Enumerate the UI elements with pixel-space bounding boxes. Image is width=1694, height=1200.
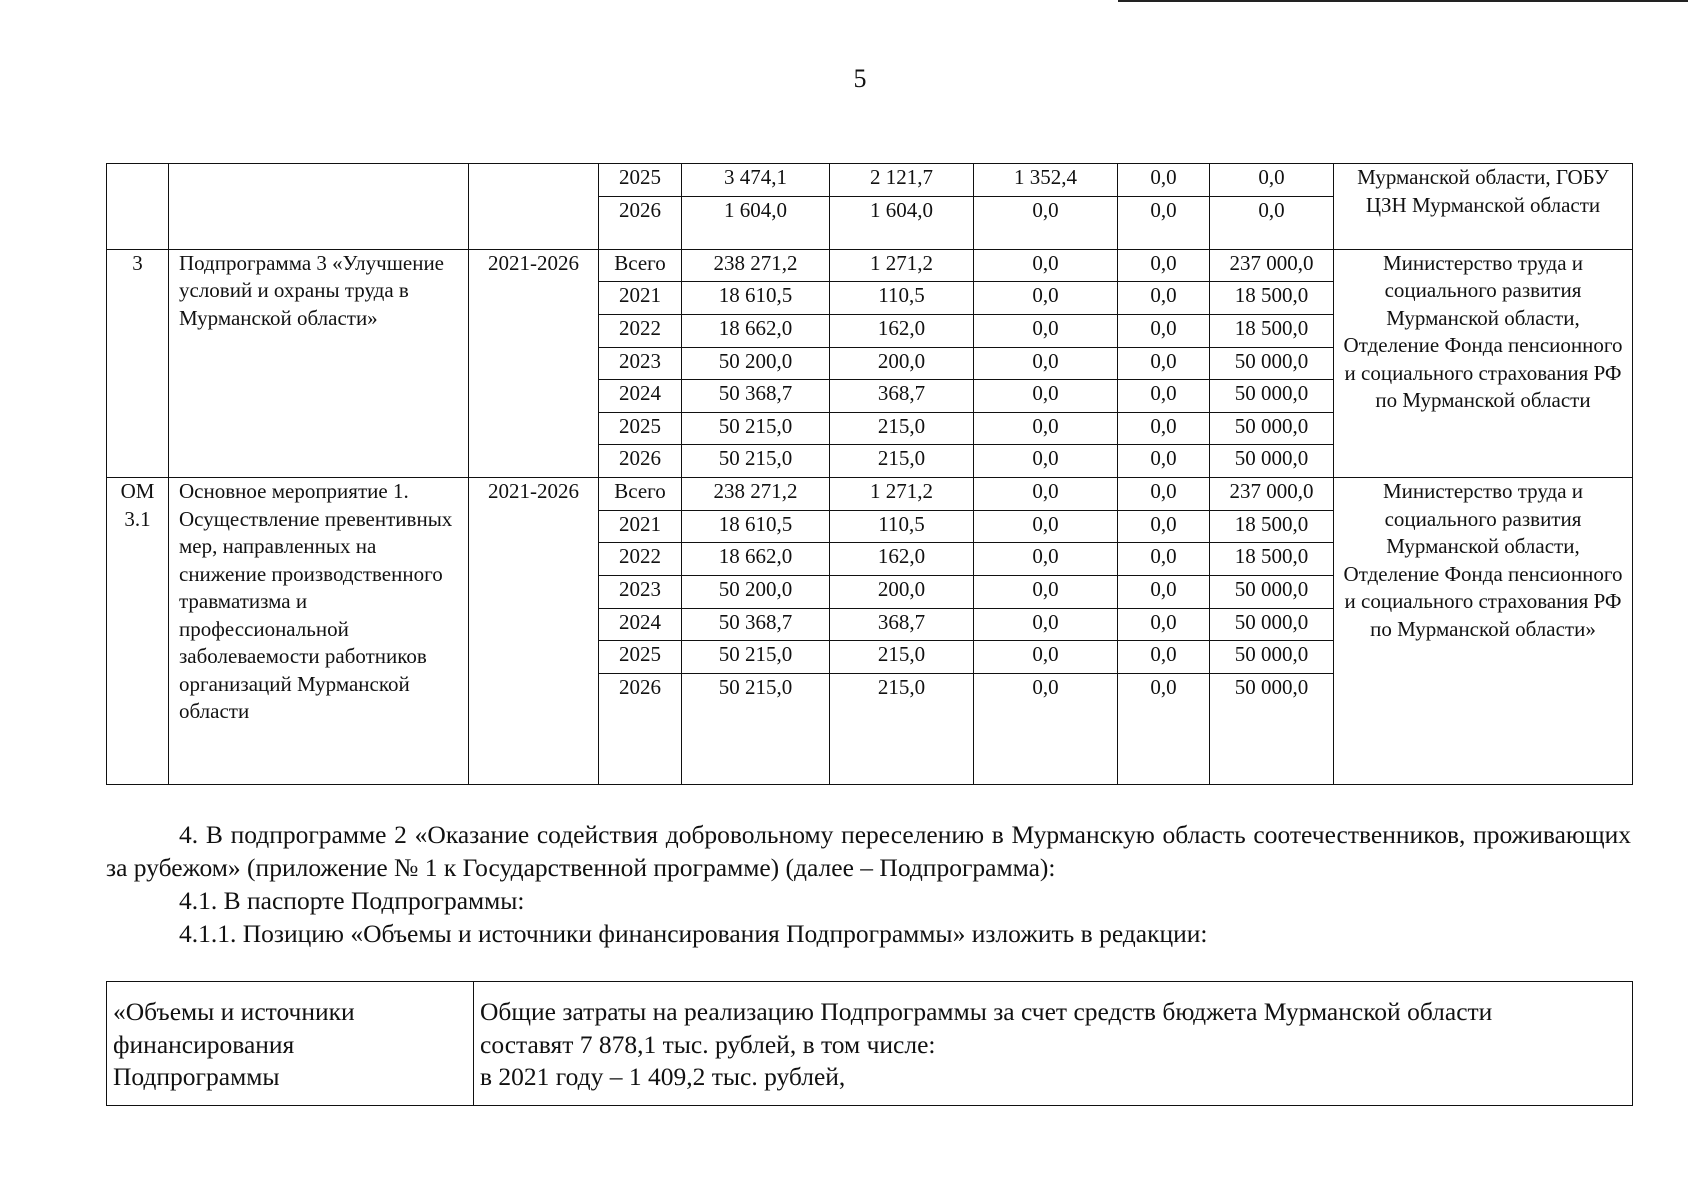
- responsible-cell: Мурманской области, ГОБУ ЦЗН Мурманской области: [1334, 164, 1633, 250]
- value-cell: 0,0: [974, 380, 1118, 413]
- value-cell: 0,0: [1118, 543, 1210, 576]
- total-cell: 50 215,0: [682, 412, 830, 445]
- year-cell: 2024: [599, 608, 682, 641]
- table-row: [107, 478, 1633, 511]
- value-cell: 50 000,0: [1210, 673, 1334, 784]
- value-cell: 0,0: [1118, 478, 1210, 511]
- name-cell: Основное мероприятие 1. Осуществление превентивных мер, направленных на снижение производственного травматизма и профессиональной заболеваемости работников организаций Мурманской области: [169, 478, 469, 785]
- financing-table: [106, 163, 1633, 785]
- total-cell: 50 368,7: [682, 380, 830, 413]
- value-cell: 0,0: [974, 543, 1118, 576]
- passport-label-cell: «Объемы и источники финансирования Подпрограммы: [107, 982, 474, 1106]
- period-cell: 2021-2026: [469, 249, 599, 477]
- value-cell: 18 500,0: [1210, 510, 1334, 543]
- year-cell: 2023: [599, 575, 682, 608]
- value-cell: 0,0: [974, 347, 1118, 380]
- value-cell: 0,0: [974, 608, 1118, 641]
- value-cell: 0,0: [1118, 608, 1210, 641]
- value-cell: 237 000,0: [1210, 478, 1334, 511]
- table-row: [107, 164, 1633, 197]
- passport-line: в 2021 году – 1 409,2 тыс. рублей,: [480, 1062, 846, 1091]
- value-cell: 50 000,0: [1210, 412, 1334, 445]
- value-cell: 0,0: [1118, 445, 1210, 478]
- passport-line: Общие затраты на реализацию Подпрограммы за счет средств бюджета Мурманской области: [480, 997, 1493, 1026]
- value-cell: 0,0: [1118, 347, 1210, 380]
- value-cell: 0,0: [1118, 249, 1210, 282]
- year-cell: 2025: [599, 641, 682, 674]
- total-cell: 238 271,2: [682, 249, 830, 282]
- total-cell: 50 368,7: [682, 608, 830, 641]
- value-cell: 0,0: [1118, 412, 1210, 445]
- value-cell: 110,5: [830, 282, 974, 315]
- number-cell: ОМ 3.1: [107, 478, 169, 785]
- year-cell: 2026: [599, 196, 682, 249]
- value-cell: 368,7: [830, 608, 974, 641]
- value-cell: 0,0: [1210, 164, 1334, 197]
- value-cell: 215,0: [830, 445, 974, 478]
- value-cell: 18 500,0: [1210, 314, 1334, 347]
- value-cell: 0,0: [974, 282, 1118, 315]
- value-cell: 50 000,0: [1210, 380, 1334, 413]
- value-cell: 0,0: [1210, 196, 1334, 249]
- value-cell: 0,0: [974, 510, 1118, 543]
- year-cell: 2021: [599, 282, 682, 315]
- total-cell: 238 271,2: [682, 478, 830, 511]
- value-cell: 200,0: [830, 347, 974, 380]
- name-cell: [169, 164, 469, 250]
- value-cell: 162,0: [830, 543, 974, 576]
- value-cell: 18 500,0: [1210, 543, 1334, 576]
- value-cell: 0,0: [1118, 575, 1210, 608]
- passport-line: составят 7 878,1 тыс. рублей, в том числе:: [480, 1029, 936, 1059]
- passport-row: [107, 982, 1633, 1106]
- value-cell: 0,0: [1118, 641, 1210, 674]
- value-cell: 200,0: [830, 575, 974, 608]
- value-cell: 18 500,0: [1210, 282, 1334, 315]
- total-cell: 3 474,1: [682, 164, 830, 197]
- total-cell: 50 215,0: [682, 445, 830, 478]
- passport-value-cell: [474, 982, 1633, 1106]
- value-cell: 0,0: [974, 412, 1118, 445]
- value-cell: 1 271,2: [830, 478, 974, 511]
- year-cell: 2021: [599, 510, 682, 543]
- year-cell: 2024: [599, 380, 682, 413]
- year-cell: Всего: [599, 249, 682, 282]
- year-cell: Всего: [599, 478, 682, 511]
- paragraph-item-4: 4. В подпрограмме 2 «Оказание содействия добровольному переселению в Мурманскую область соотечественников, проживающих за рубежом» (приложение № 1 к Государственной программе) (далее – Подпрограмма):: [106, 820, 1631, 882]
- value-cell: 0,0: [1118, 164, 1210, 197]
- value-cell: 0,0: [1118, 282, 1210, 315]
- value-cell: 0,0: [974, 478, 1118, 511]
- number-cell: [107, 164, 169, 250]
- responsible-cell: Министерство труда и социального развития Мурманской области, Отделение Фонда пенсионного и социального страхования РФ по Мурманской области: [1334, 249, 1633, 477]
- total-cell: 18 610,5: [682, 282, 830, 315]
- year-cell: 2022: [599, 543, 682, 576]
- value-cell: 0,0: [1118, 673, 1210, 784]
- value-cell: 1 271,2: [830, 249, 974, 282]
- year-cell: 2026: [599, 445, 682, 478]
- total-cell: 18 662,0: [682, 314, 830, 347]
- total-cell: 1 604,0: [682, 196, 830, 249]
- period-cell: [469, 164, 599, 250]
- total-cell: 50 215,0: [682, 641, 830, 674]
- year-cell: 2023: [599, 347, 682, 380]
- paragraph-item-4-1-1: 4.1.1. Позицию «Объемы и источники финансирования Подпрограммы» изложить в редакции:: [179, 919, 1208, 948]
- value-cell: 0,0: [974, 196, 1118, 249]
- total-cell: 50 215,0: [682, 673, 830, 784]
- value-cell: 162,0: [830, 314, 974, 347]
- total-cell: 18 610,5: [682, 510, 830, 543]
- value-cell: 0,0: [974, 673, 1118, 784]
- value-cell: 0,0: [1118, 510, 1210, 543]
- value-cell: 0,0: [1118, 196, 1210, 249]
- number-cell: 3: [107, 249, 169, 477]
- year-cell: 2025: [599, 164, 682, 197]
- value-cell: 50 000,0: [1210, 445, 1334, 478]
- value-cell: 215,0: [830, 641, 974, 674]
- top-rule: [1118, 0, 1688, 2]
- value-cell: 0,0: [974, 249, 1118, 282]
- value-cell: 0,0: [974, 575, 1118, 608]
- table-row: [107, 249, 1633, 282]
- value-cell: 0,0: [974, 445, 1118, 478]
- year-cell: 2025: [599, 412, 682, 445]
- value-cell: 1 604,0: [830, 196, 974, 249]
- page-number: 5: [853, 64, 867, 93]
- value-cell: 215,0: [830, 673, 974, 784]
- value-cell: 50 000,0: [1210, 347, 1334, 380]
- value-cell: 110,5: [830, 510, 974, 543]
- value-cell: 50 000,0: [1210, 641, 1334, 674]
- value-cell: 0,0: [1118, 314, 1210, 347]
- name-cell: Подпрограмма 3 «Улучшение условий и охраны труда в Мурманской области»: [169, 249, 469, 477]
- value-cell: 0,0: [974, 314, 1118, 347]
- value-cell: 368,7: [830, 380, 974, 413]
- value-cell: 0,0: [1118, 380, 1210, 413]
- value-cell: 237 000,0: [1210, 249, 1334, 282]
- value-cell: 0,0: [974, 641, 1118, 674]
- value-cell: 50 000,0: [1210, 608, 1334, 641]
- value-cell: 50 000,0: [1210, 575, 1334, 608]
- value-cell: 1 352,4: [974, 164, 1118, 197]
- total-cell: 50 200,0: [682, 575, 830, 608]
- year-cell: 2026: [599, 673, 682, 784]
- responsible-cell: Министерство труда и социального развития Мурманской области, Отделение Фонда пенсионного и социального страхования РФ по Мурманской области»: [1334, 478, 1633, 785]
- period-cell: 2021-2026: [469, 478, 599, 785]
- value-cell: 215,0: [830, 412, 974, 445]
- paragraph-item-4-1: 4.1. В паспорте Подпрограммы:: [179, 886, 525, 915]
- total-cell: 50 200,0: [682, 347, 830, 380]
- value-cell: 2 121,7: [830, 164, 974, 197]
- year-cell: 2022: [599, 314, 682, 347]
- total-cell: 18 662,0: [682, 543, 830, 576]
- passport-table: [106, 981, 1633, 1106]
